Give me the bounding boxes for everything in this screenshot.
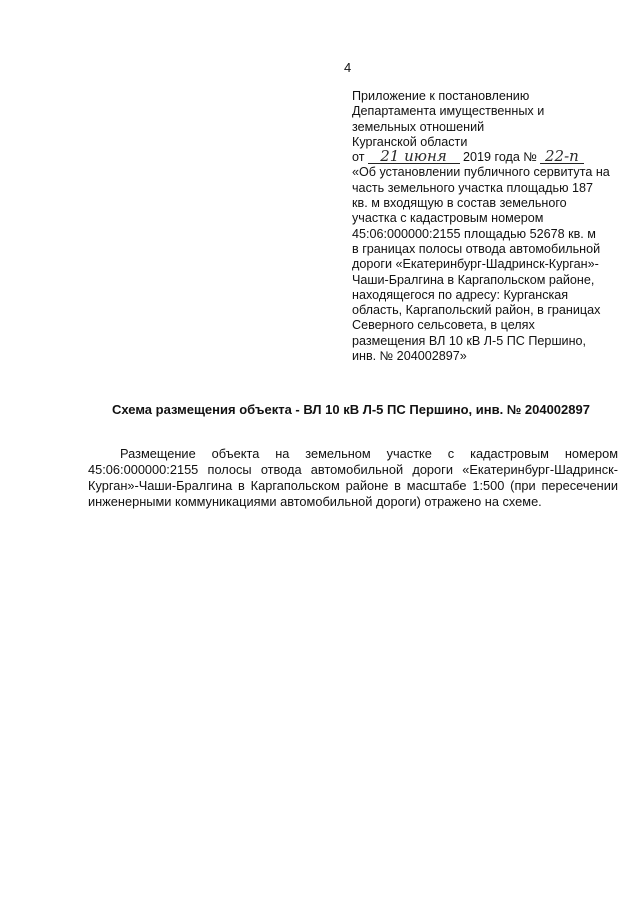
page-number: 4 — [344, 60, 352, 75]
body-line: 45:06:000000:2155 полосы отвода автомобильной дороги «Екатеринбург-Шадринск- — [88, 462, 618, 477]
document-title: Схема размещения объекта - ВЛ 10 кВ Л-5 ПС Першино, инв. № 204002897 — [112, 402, 590, 417]
appendix-line: земельных отношений — [352, 119, 485, 134]
subject-line: размещения ВЛ 10 кВ Л-5 ПС Першино, — [352, 333, 587, 348]
date-prefix: от — [352, 150, 365, 165]
subject-line: область, Каргапольский район, в границах — [352, 303, 601, 318]
decree-date-line — [352, 147, 622, 166]
appendix-line: Приложение к постановлению — [352, 89, 530, 103]
date-year: 2019 года № — [463, 150, 537, 165]
subject-line: в границах полосы отвода автомобильной — [352, 241, 601, 256]
appendix-header — [352, 89, 622, 364]
body-paragraph — [88, 446, 618, 510]
subject-line: часть земельного участка площадью 187 — [352, 180, 594, 195]
subject-line: кв. м входящую в состав земельного — [352, 196, 567, 211]
body-line: Курган»-Чаши-Бралгина в Каргапольском районе в масштабе 1:500 (при пересечении — [88, 478, 618, 493]
body-line: инженерными коммуникациями автомобильной дороги) отражено на схеме. — [88, 494, 542, 509]
subject-line: «Об установлении публичного сервитута на — [352, 165, 610, 180]
subject-line: участка с кадастровым номером — [352, 211, 544, 226]
handwritten-date: 21 июня — [368, 150, 460, 164]
subject-line: Чаши-Бралгина в Каргапольском районе, — [352, 272, 595, 287]
body-line: Размещение объекта на земельном участке с кадастровым номером — [120, 446, 618, 461]
subject-line: находящегося по адресу: Курганская — [352, 287, 569, 302]
subject-line: инв. № 204002897» — [352, 349, 467, 364]
appendix-line: Департамента имущественных и — [352, 104, 545, 119]
subject-line: дороги «Екатеринбург-Шадринск-Курган»- — [352, 257, 599, 272]
appendix-line: Курганской области — [352, 134, 468, 149]
handwritten-number: 22-п — [540, 150, 584, 164]
subject-line: 45:06:000000:2155 площадью 52678 кв. м — [352, 226, 596, 241]
subject-line: Северного сельсовета, в целях — [352, 318, 535, 333]
